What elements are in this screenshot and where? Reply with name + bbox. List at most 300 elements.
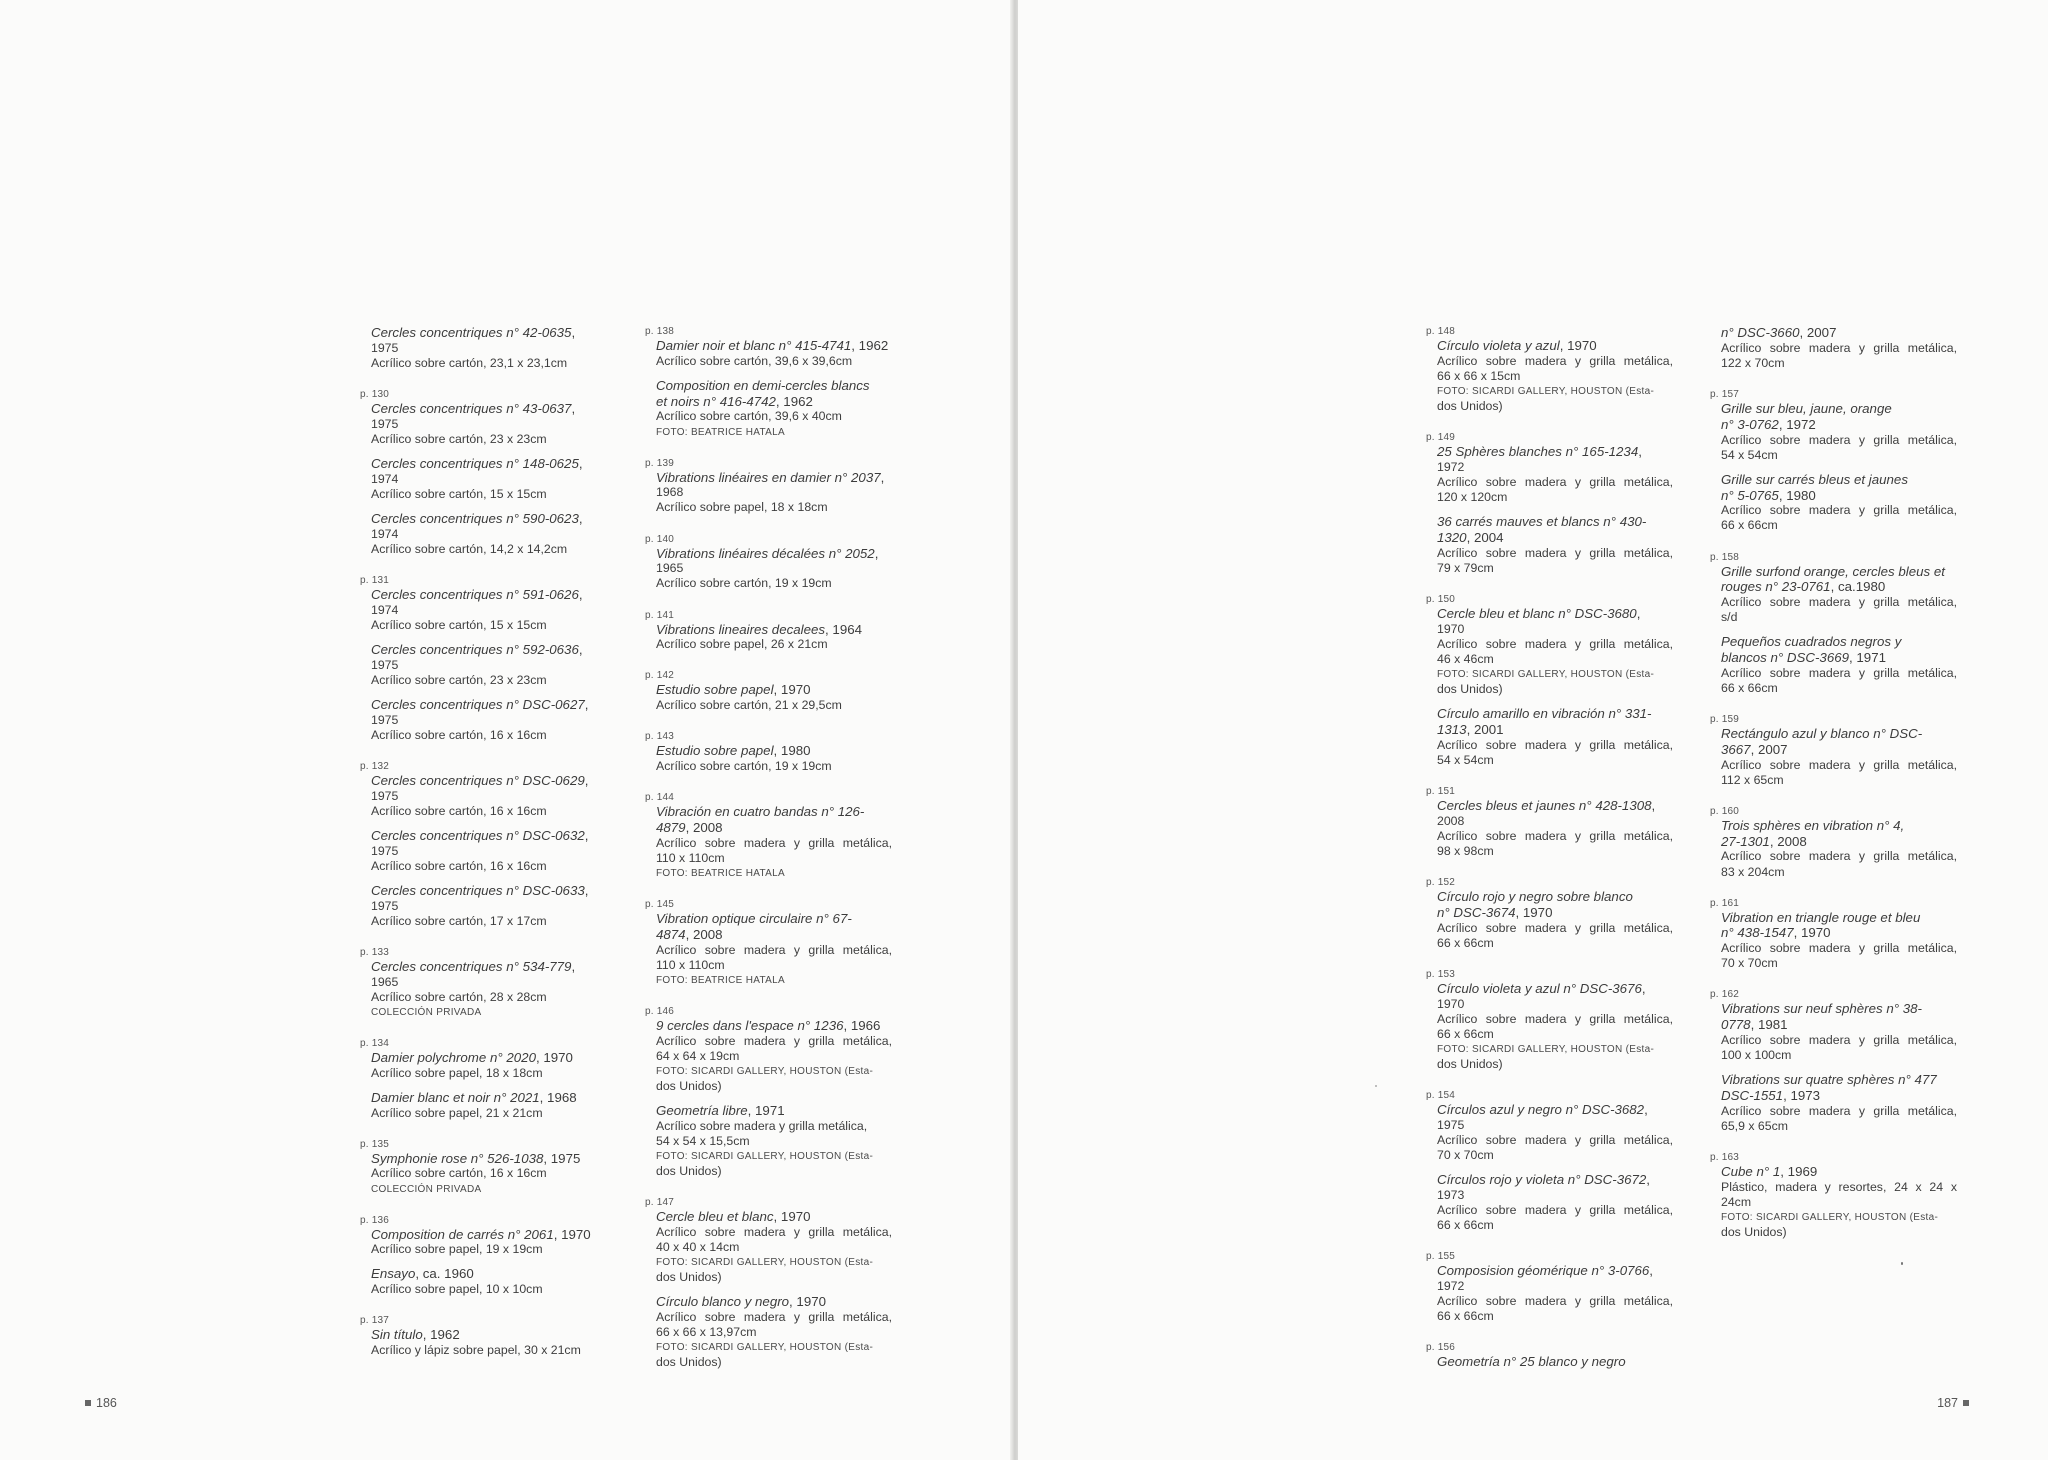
photo-credit: FOTO: SICARDI GALLERY, HOUSTON (Esta- xyxy=(656,1065,874,1077)
artwork-title-italic: Cercles concentriques n° 148-0625 xyxy=(371,455,579,471)
artwork-title-continued xyxy=(1721,1088,1957,1104)
artwork-detail: 1968 xyxy=(656,485,684,500)
catalogue-entry xyxy=(360,760,607,819)
catalogue-entry xyxy=(1437,1172,1673,1233)
artwork-title-suffix: , xyxy=(874,545,879,561)
artwork-detail: Acrílico sobre madera y grilla metálica, xyxy=(1437,353,1673,368)
artwork-detail: dos Unidos) xyxy=(1721,1225,1787,1239)
catalogue-entry xyxy=(1710,897,1957,972)
artwork-detail: 110 x 110cm xyxy=(656,850,725,865)
left-column-2 xyxy=(645,325,892,1370)
artwork-detail: 1975 xyxy=(371,416,399,431)
artwork-title-suffix: , 1970 xyxy=(535,1049,573,1065)
artwork-title xyxy=(1721,910,1957,926)
artwork-title-italic: Geometría libre xyxy=(656,1102,748,1118)
artwork-title-italic: Rectángulo azul y blanco n° DSC- xyxy=(1721,726,1923,742)
artwork-title-italic: 3667 xyxy=(1721,741,1751,757)
artwork-title xyxy=(1437,338,1673,354)
artwork-title-italic: blancos n° DSC-3669 xyxy=(1721,650,1850,666)
catalogue-entry xyxy=(645,669,892,713)
page-reference: p. 149 xyxy=(1426,432,1456,444)
artwork-title xyxy=(656,1103,892,1119)
artwork-title-suffix: , xyxy=(584,696,589,712)
artwork-title-continued xyxy=(656,820,892,836)
artwork-title-suffix: , 1980 xyxy=(773,743,811,759)
artwork-title xyxy=(1721,726,1957,742)
artwork-detail: Acrílico sobre cartón, 23,1 x 23,1cm xyxy=(371,355,568,370)
artwork-title-suffix: , 2007 xyxy=(1750,741,1788,757)
artwork-title-suffix: , 1970 xyxy=(553,1226,591,1242)
artwork-detail: Acrílico sobre madera y grilla metálica, xyxy=(1437,545,1673,560)
artwork-detail: 1972 xyxy=(1437,459,1465,474)
artwork-title-italic: n° 5-0765 xyxy=(1721,487,1779,503)
artwork-detail: s/d xyxy=(1721,610,1738,625)
artwork-title xyxy=(1437,706,1673,722)
photo-credit: FOTO: BEATRICE HATALA xyxy=(656,868,785,879)
catalogue-entry xyxy=(371,511,607,557)
catalogue-entry xyxy=(656,378,892,440)
page-number-right xyxy=(1937,1396,1969,1410)
photo-credit: COLECCIÓN PRIVADA xyxy=(371,1006,482,1018)
artwork-title-suffix: , 1975 xyxy=(543,1150,581,1166)
artwork-title xyxy=(656,546,892,562)
artwork-title-suffix: , xyxy=(584,827,589,843)
page-reference: p. 130 xyxy=(360,388,390,400)
artwork-title-italic: Damier polychrome n° 2020 xyxy=(371,1049,536,1065)
artwork-detail: 66 x 66cm xyxy=(1437,1026,1494,1041)
artwork-detail: dos Unidos) xyxy=(1437,398,1503,413)
artwork-detail: 120 x 120cm xyxy=(1437,490,1508,505)
artwork-detail: Acrílico sobre madera y grilla metálica, xyxy=(656,1309,892,1324)
artwork-title-suffix: , ca.1980 xyxy=(1830,579,1886,595)
artwork-title xyxy=(371,642,607,658)
page-reference: p. 135 xyxy=(360,1138,390,1150)
catalogue-entry xyxy=(1721,472,1957,534)
artwork-title xyxy=(1721,325,1957,341)
catalogue-entry xyxy=(1437,514,1673,576)
artwork-detail: 1974 xyxy=(371,526,399,541)
artwork-detail: Acrílico sobre cartón, 28 x 28cm xyxy=(371,989,547,1004)
artwork-detail: 98 x 98cm xyxy=(1437,843,1494,858)
artwork-detail: 1970 xyxy=(1437,621,1465,636)
artwork-detail: dos Unidos) xyxy=(656,1078,722,1093)
artwork-detail: Acrílico sobre madera y grilla metálica, xyxy=(1437,828,1673,843)
artwork-detail: 65,9 x 65cm xyxy=(1721,1118,1788,1133)
artwork-detail: 70 x 70cm xyxy=(1437,1147,1494,1162)
artwork-detail: Acrílico sobre cartón, 39,6 x 39,6cm xyxy=(656,353,853,368)
artwork-detail: Acrílico sobre madera y grilla metálica, xyxy=(1437,1293,1673,1308)
artwork-title xyxy=(371,511,607,527)
artwork-title xyxy=(371,1050,607,1066)
artwork-title-italic: Vibrations sur neuf sphères n° 38- xyxy=(1721,1001,1922,1017)
page-reference: p. 138 xyxy=(645,326,675,337)
artwork-detail: Acrílico sobre cartón, 19 x 19cm xyxy=(656,576,832,591)
catalogue-entry xyxy=(1426,1341,1673,1370)
artwork-title-italic: Estudio sobre papel xyxy=(656,682,774,698)
catalogue-entry xyxy=(656,1103,892,1179)
artwork-title-italic: Composition en demi-cercles blancs xyxy=(656,377,870,393)
artwork-title-continued xyxy=(1721,1017,1957,1033)
catalogue-entry xyxy=(1426,431,1673,505)
artwork-title-suffix: , 2007 xyxy=(1799,325,1837,340)
artwork-title xyxy=(1437,1102,1673,1118)
artwork-detail: Acrílico sobre madera y grilla metálica, xyxy=(1721,1033,1957,1048)
catalogue-entry xyxy=(360,1314,607,1358)
artwork-detail: Acrílico sobre cartón, 17 x 17cm xyxy=(371,913,547,928)
artwork-title-suffix: , 2008 xyxy=(685,820,723,836)
artwork-title-continued xyxy=(1721,742,1957,758)
artwork-detail: Acrílico sobre madera y grilla metálica, xyxy=(1437,737,1673,752)
artwork-title xyxy=(1721,401,1957,417)
catalogue-entry xyxy=(1721,1072,1957,1134)
artwork-title xyxy=(371,697,607,713)
artwork-detail: 1975 xyxy=(371,340,399,355)
artwork-title xyxy=(371,456,607,472)
catalogue-entry xyxy=(645,457,892,516)
catalogue-entry xyxy=(645,898,892,988)
page-reference: p. 148 xyxy=(1426,326,1456,337)
photo-credit: FOTO: BEATRICE HATALA xyxy=(656,974,785,986)
artwork-title-italic: Damier blanc et noir n° 2021 xyxy=(371,1089,540,1105)
page-reference: p. 160 xyxy=(1710,805,1740,817)
catalogue-entry xyxy=(1437,706,1673,768)
artwork-detail: Acrílico sobre madera y grilla metálica, xyxy=(1437,920,1673,935)
artwork-title xyxy=(656,911,892,927)
artwork-title-suffix: , 1971 xyxy=(1849,650,1886,666)
artwork-detail: Acrílico sobre papel, 10 x 10cm xyxy=(371,1282,543,1297)
artwork-title xyxy=(371,959,607,975)
artwork-title xyxy=(656,743,892,759)
photo-credit: FOTO: SICARDI GALLERY, HOUSTON (Esta- xyxy=(1437,669,1655,681)
catalogue-entry xyxy=(371,1266,607,1297)
artwork-detail: 46 x 46cm xyxy=(1437,651,1494,666)
artwork-detail: 64 x 64 x 19cm xyxy=(656,1048,740,1063)
artwork-detail: dos Unidos) xyxy=(1437,682,1503,697)
artwork-title-italic: Pequeños cuadrados negros y xyxy=(1721,634,1902,650)
catalogue-entry xyxy=(645,325,892,369)
artwork-detail: 83 x 204cm xyxy=(1721,864,1785,879)
right-page xyxy=(1018,0,2048,1460)
artwork-detail: Acrílico sobre madera y grilla metálica, xyxy=(1437,474,1673,489)
paper-speck xyxy=(1901,1262,1903,1265)
artwork-title-suffix: , xyxy=(571,325,576,340)
left-column-1 xyxy=(360,325,607,1358)
artwork-title-italic: n° DSC-3660 xyxy=(1721,325,1800,340)
artwork-title-suffix: , xyxy=(1638,444,1642,460)
artwork-title-suffix: , 1970 xyxy=(1515,904,1553,920)
artwork-detail: 1975 xyxy=(1437,1117,1465,1132)
artwork-title-italic: Círculo blanco y negro xyxy=(656,1294,790,1310)
artwork-title-italic: Ensayo xyxy=(371,1266,416,1282)
page-reference: p. 136 xyxy=(360,1214,390,1226)
page-reference: p. 144 xyxy=(645,792,675,804)
artwork-title xyxy=(1721,472,1957,488)
artwork-detail: 66 x 66 x 13,97cm xyxy=(656,1324,757,1339)
artwork-detail: Acrílico sobre madera y grilla metálica, xyxy=(1721,665,1957,680)
artwork-title-suffix: , 1972 xyxy=(1778,416,1816,432)
artwork-title-suffix: , 1962 xyxy=(851,338,889,353)
artwork-detail: 66 x 66 x 15cm xyxy=(1437,368,1521,383)
artwork-title-continued xyxy=(1721,417,1957,433)
artwork-title-italic: 27-1301 xyxy=(1721,833,1770,849)
artwork-title xyxy=(656,622,892,638)
artwork-title-italic: Cercle bleu et blanc n° DSC-3680 xyxy=(1437,605,1637,621)
artwork-detail: Acrílico sobre papel, 18 x 18cm xyxy=(656,500,828,515)
page-reference: p. 158 xyxy=(1710,551,1740,563)
catalogue-entry xyxy=(645,609,892,653)
artwork-detail: Acrílico sobre madera y grilla metálica, xyxy=(1721,849,1957,864)
artwork-title-italic: Círculos azul y negro n° DSC-3682 xyxy=(1437,1101,1645,1117)
page-reference: p. 151 xyxy=(1426,785,1456,797)
page-reference: p. 141 xyxy=(645,609,675,621)
artwork-detail: 1972 xyxy=(1437,1278,1465,1293)
folio-number: 187 xyxy=(1937,1396,1958,1410)
artwork-title-italic: Cercles concentriques n° 42-0635 xyxy=(371,325,572,340)
artwork-title-continued xyxy=(1721,650,1957,666)
artwork-detail: Acrílico sobre papel, 26 x 21cm xyxy=(656,637,828,652)
artwork-title-italic: Grille sur carrés bleus et jaunes xyxy=(1721,471,1908,487)
artwork-title-suffix: , xyxy=(584,882,589,898)
artwork-title-italic: Composision géomérique n° 3-0766 xyxy=(1437,1263,1650,1279)
artwork-title-italic: 4879 xyxy=(656,820,686,836)
artwork-detail: 40 x 40 x 14cm xyxy=(656,1239,740,1254)
artwork-title xyxy=(371,1327,607,1343)
page-reference: p. 162 xyxy=(1710,989,1740,1001)
artwork-detail: 66 x 66cm xyxy=(1437,1217,1494,1232)
artwork-detail: 100 x 100cm xyxy=(1721,1048,1792,1063)
artwork-title-suffix: , 1966 xyxy=(843,1017,881,1033)
artwork-detail: 24cm xyxy=(1721,1194,1752,1209)
artwork-detail: 112 x 65cm xyxy=(1721,772,1784,787)
page-reference: p. 132 xyxy=(360,760,390,772)
artwork-title xyxy=(1721,564,1957,580)
catalogue-entry xyxy=(656,1294,892,1370)
artwork-title xyxy=(656,1294,892,1310)
photo-credit: FOTO: SICARDI GALLERY, HOUSTON (Esta- xyxy=(656,1342,874,1353)
artwork-title-italic: 1313 xyxy=(1437,721,1467,737)
artwork-title-italic: et noirs n° 416-4742 xyxy=(656,393,776,409)
artwork-title-suffix: , 1980 xyxy=(1778,487,1816,503)
artwork-title-continued xyxy=(1437,722,1673,738)
artwork-title-italic: Grille sur bleu, jaune, orange xyxy=(1721,400,1892,416)
photo-credit: FOTO: BEATRICE HATALA xyxy=(656,426,785,438)
page-reference: p. 143 xyxy=(645,731,675,743)
catalogue-entry xyxy=(360,1037,607,1081)
artwork-title-suffix: , 1981 xyxy=(1750,1017,1788,1033)
artwork-title-italic: 36 carrés mauves et blancs n° 430- xyxy=(1437,514,1647,530)
artwork-detail: Acrílico sobre madera y grilla metálica, xyxy=(656,1033,892,1048)
artwork-title xyxy=(656,338,892,354)
artwork-title-italic: Vibrations lineaires decalees xyxy=(656,621,826,637)
artwork-title-suffix: , 1970 xyxy=(1793,925,1831,941)
artwork-title-continued xyxy=(1721,579,1957,595)
artwork-title-italic: Estudio sobre papel xyxy=(656,743,774,759)
artwork-detail: Acrílico sobre cartón, 19 x 19cm xyxy=(656,759,832,774)
artwork-title-italic: Vibration optique circulaire n° 67- xyxy=(656,911,852,926)
artwork-title-suffix: , xyxy=(1649,1263,1653,1279)
artwork-title xyxy=(1437,514,1673,530)
photo-credit: FOTO: SICARDI GALLERY, HOUSTON (Esta- xyxy=(1437,1043,1655,1055)
page-reference: p. 142 xyxy=(645,670,675,682)
artwork-title-suffix: , 1962 xyxy=(775,393,813,409)
artwork-title-italic: Sin título xyxy=(371,1327,423,1343)
catalogue-entry xyxy=(1426,876,1673,951)
artwork-title-suffix: , 2001 xyxy=(1466,721,1504,737)
artwork-detail: Plástico, madera y resortes, 24 x 24 x xyxy=(1721,1179,1957,1194)
artwork-title-italic: Vibration en triangle rouge et bleu xyxy=(1721,909,1921,925)
artwork-detail: Acrílico sobre madera y grilla metálica, xyxy=(1437,1132,1673,1147)
artwork-detail: 66 x 66cm xyxy=(1721,518,1778,533)
artwork-title xyxy=(371,828,607,844)
artwork-detail: 110 x 110cm xyxy=(656,957,725,972)
artwork-title-suffix: , xyxy=(578,641,583,657)
artwork-detail: 79 x 79cm xyxy=(1437,560,1494,575)
artwork-title xyxy=(656,682,892,698)
right-column-1 xyxy=(1426,325,1673,1370)
artwork-detail: 1975 xyxy=(371,843,399,858)
artwork-detail: Acrílico sobre cartón, 21 x 29,5cm xyxy=(656,698,842,713)
page-reference: p. 155 xyxy=(1426,1251,1456,1263)
artwork-detail: Acrílico sobre cartón, 16 x 16cm xyxy=(371,1166,547,1181)
artwork-title-italic: Vibrations linéaires en damier n° 2037 xyxy=(656,469,881,485)
artwork-title-continued xyxy=(656,927,892,943)
catalogue-entry xyxy=(360,946,607,1020)
artwork-title-italic: Geometría n° 25 blanco y negro xyxy=(1437,1354,1626,1370)
catalogue-entry xyxy=(360,1138,607,1197)
artwork-detail: Acrílico sobre madera y grilla metálica, xyxy=(656,942,892,957)
page-reference: p. 157 xyxy=(1710,388,1740,400)
artwork-detail: 1975 xyxy=(371,657,399,672)
photo-credit: COLECCIÓN PRIVADA xyxy=(371,1183,482,1195)
catalogue-entry xyxy=(645,1196,892,1285)
artwork-detail: 1973 xyxy=(1437,1187,1465,1202)
artwork-detail: Acrílico sobre papel, 18 x 18cm xyxy=(371,1065,543,1080)
artwork-title-suffix: , 2004 xyxy=(1466,529,1504,545)
artwork-title-italic: Vibrations sur quatre sphères n° 477 xyxy=(1721,1072,1937,1088)
artwork-title-suffix: , ca. 1960 xyxy=(415,1266,474,1282)
artwork-title-suffix: , xyxy=(578,455,583,471)
artwork-title-italic: DSC-1551 xyxy=(1721,1088,1784,1104)
artwork-title-italic: n° 3-0762 xyxy=(1721,416,1779,432)
catalogue-entry xyxy=(1710,388,1957,463)
page-reference: p. 152 xyxy=(1426,876,1456,888)
artwork-title-suffix: , xyxy=(1636,605,1641,621)
artwork-title-suffix: , 1970 xyxy=(789,1294,827,1310)
artwork-detail: Acrílico sobre madera y grilla metálica, xyxy=(1721,1103,1957,1118)
artwork-title-continued xyxy=(1721,925,1957,941)
artwork-title-italic: Damier noir et blanc n° 415-4741 xyxy=(656,338,852,353)
artwork-title xyxy=(1437,798,1673,814)
artwork-title-suffix: , xyxy=(880,469,885,485)
artwork-detail: 1965 xyxy=(371,974,399,989)
artwork-title-italic: Cercles concentriques n° 534-779 xyxy=(371,958,572,974)
artwork-title-suffix: , 1968 xyxy=(539,1089,577,1105)
page-reference: p. 134 xyxy=(360,1037,390,1049)
artwork-title-italic: Symphonie rose n° 526-1038 xyxy=(371,1150,544,1166)
artwork-title-italic: Grille surfond orange, cercles bleus et xyxy=(1721,563,1945,579)
page-reference: p. 153 xyxy=(1426,968,1456,980)
folio-number: 186 xyxy=(96,1396,117,1410)
catalogue-entry xyxy=(371,456,607,502)
artwork-detail: Acrílico sobre madera y grilla metálica, xyxy=(1437,1011,1673,1026)
catalogue-entry xyxy=(371,642,607,688)
artwork-title-suffix: , 1969 xyxy=(1780,1164,1818,1180)
artwork-detail: Acrílico sobre papel, 19 x 19cm xyxy=(371,1242,543,1257)
catalogue-entry xyxy=(1710,1151,1957,1240)
artwork-title-suffix: , 1970 xyxy=(1559,338,1597,353)
catalogue-entry xyxy=(645,1005,892,1094)
catalogue-entry xyxy=(645,791,892,881)
artwork-detail: dos Unidos) xyxy=(1437,1056,1503,1071)
catalogue-entry xyxy=(1710,805,1957,880)
artwork-detail: 66 x 66cm xyxy=(1721,681,1778,696)
catalogue-entry xyxy=(371,325,607,371)
artwork-detail: Acrílico sobre cartón, 39,6 x 40cm xyxy=(656,409,842,424)
catalogue-entry xyxy=(360,574,607,633)
catalogue-entry xyxy=(371,883,607,929)
artwork-title xyxy=(371,1151,607,1167)
artwork-title-italic: rouges n° 23-0761 xyxy=(1721,579,1831,595)
artwork-detail: Acrílico y lápiz sobre papel, 30 x 21cm xyxy=(371,1343,581,1358)
artwork-detail: Acrílico sobre madera y grilla metálica, xyxy=(656,1118,868,1133)
artwork-title xyxy=(371,1090,607,1106)
artwork-title-italic: Círculo amarillo en vibración n° 331- xyxy=(1437,706,1652,722)
artwork-detail: dos Unidos) xyxy=(656,1269,722,1284)
artwork-title xyxy=(1721,1164,1957,1180)
photo-credit: FOTO: SICARDI GALLERY, HOUSTON (Esta- xyxy=(656,1150,874,1162)
artwork-title xyxy=(1437,1354,1673,1370)
artwork-detail: 1975 xyxy=(371,898,399,913)
artwork-title-italic: Cercles concentriques n° 591-0626 xyxy=(371,586,579,602)
artwork-title-suffix: , xyxy=(578,510,583,526)
catalogue-entry xyxy=(371,828,607,874)
artwork-title-italic: Cercles bleus et jaunes n° 428-1308 xyxy=(1437,797,1652,813)
folio-square-icon xyxy=(1963,1400,1969,1406)
artwork-title-suffix: , 1964 xyxy=(825,621,863,637)
artwork-detail: 1965 xyxy=(656,561,684,576)
artwork-detail: 70 x 70cm xyxy=(1721,956,1778,971)
catalogue-entry xyxy=(645,730,892,774)
artwork-title xyxy=(1437,606,1673,622)
artwork-detail: 122 x 70cm xyxy=(1721,355,1785,370)
artwork-detail: Acrílico sobre madera y grilla metálica, xyxy=(1721,503,1957,518)
artwork-title-suffix: , 1970 xyxy=(773,682,811,698)
artwork-title-suffix: , xyxy=(571,958,576,974)
page-reference: p. 150 xyxy=(1426,593,1456,605)
catalogue-entry xyxy=(1721,634,1957,696)
artwork-detail: 1975 xyxy=(371,788,399,803)
artwork-title xyxy=(371,773,607,789)
artwork-detail: Acrílico sobre madera y grilla metálica, xyxy=(1721,757,1957,772)
artwork-detail: Acrílico sobre madera y grilla metálica, xyxy=(1437,636,1673,651)
page-reference: p. 131 xyxy=(360,574,390,586)
catalogue-entry xyxy=(645,533,892,592)
artwork-title-italic: Trois sphères en vibration n° 4, xyxy=(1721,817,1905,833)
artwork-title-suffix: , xyxy=(1641,980,1646,996)
page-reference: p. 147 xyxy=(645,1196,675,1208)
artwork-title xyxy=(371,587,607,603)
artwork-title-italic: 1320 xyxy=(1437,529,1467,545)
artwork-detail: Acrílico sobre cartón, 15 x 15cm xyxy=(371,486,547,501)
artwork-detail: 66 x 66cm xyxy=(1437,935,1494,950)
page-reference: p. 133 xyxy=(360,946,390,958)
artwork-title-italic: Cercles concentriques n° DSC-0633 xyxy=(371,882,585,898)
artwork-title xyxy=(1721,1072,1957,1088)
artwork-detail: Acrílico sobre cartón, 23 x 23cm xyxy=(371,672,547,687)
artwork-title xyxy=(371,401,607,417)
artwork-detail: 54 x 54cm xyxy=(1721,447,1778,462)
artwork-title-suffix: , xyxy=(1646,1172,1650,1187)
